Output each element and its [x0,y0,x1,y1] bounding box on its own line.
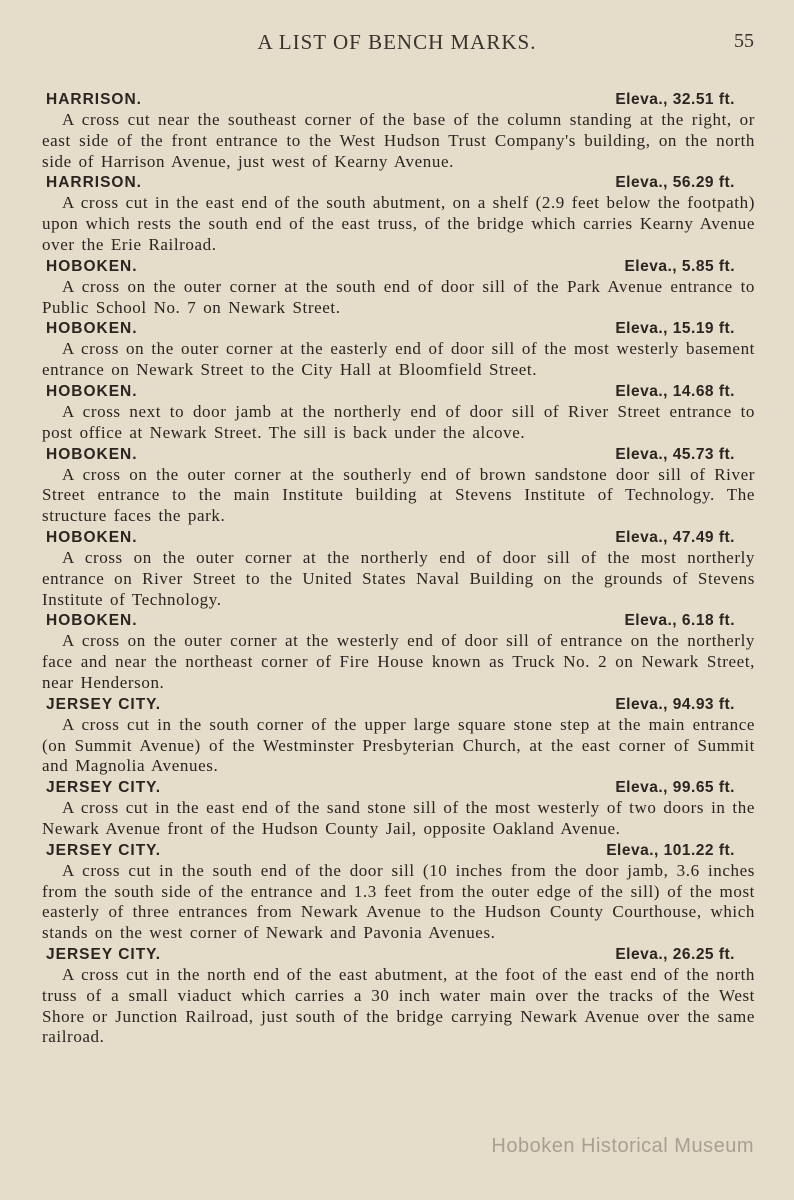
place-name: HOBOKEN. [46,612,138,630]
place-name: HOBOKEN. [46,528,138,546]
entry-description: A cross on the outer corner at the westerly end of door sill of entrance on the northerly face and near the northeast corner of Fire House known as Truck No. 2 on Newark Street, near Henderson. [42,631,755,692]
elevation-value: Eleva., 101.22 ft. [606,841,735,859]
entry-heading [42,319,755,339]
entry-heading [42,382,755,402]
entry-description: A cross cut in the south end of the door sill (10 inches from the door jamb, 3.6 inches from the south side of the entrance and 1.3 feet from the outer edge of the sill) of the most easterly of three entrances from Newark Avenue to the Hudson County Courthouse, which stands on the west corner of Newark and Pavonia Avenues. [42,860,755,943]
entry-description: A cross on the outer corner at the south end of door sill of the Park Avenue entrance to Public School No. 7 on Newark Street. [42,276,755,317]
entry-heading [42,173,755,193]
entry-heading [42,945,755,965]
entry-heading [42,90,755,110]
elevation-value: Eleva., 99.65 ft. [615,779,735,797]
bench-mark-entry [42,611,755,693]
entry-heading [42,611,755,631]
entry-heading [42,695,755,715]
elevation-value: Eleva., 32.51 ft. [615,91,735,108]
entry-description: A cross cut in the north end of the east abutment, at the foot of the east end of the north truss of a small viaduct which carries a 30 inch water main over the tracks of the West Shore or Junction Railroad, just south of the bridge carrying Newark Avenue over the same railroad. [42,964,755,1047]
place-name: HOBOKEN. [46,382,138,400]
page-number: 55 [734,30,754,52]
bench-mark-entry [42,841,755,944]
place-name: HARRISON. [46,91,142,108]
bench-mark-entry [42,528,755,610]
bench-mark-entry [42,257,755,319]
bench-mark-entry [42,319,755,381]
page-title: A LIST OF BENCH MARKS. [257,30,537,54]
entry-description: A cross on the outer corner at the easterly end of door sill of the most westerly basement entrance on Newark Street to the City Hall at Bloomfield Street. [42,339,755,380]
bench-mark-entry [42,382,755,444]
place-name: HARRISON. [46,174,142,192]
place-name: HOBOKEN. [46,445,138,463]
bench-mark-entry [42,778,755,840]
entry-heading [42,445,755,465]
entry-description: A cross on the outer corner at the southerly end of brown sandstone door sill of River Street entrance to the main Institute building at Stevens Institute of Technology. The structure faces the park. [42,464,755,526]
entry-heading [42,257,755,277]
bench-mark-entry [42,90,755,172]
elevation-value: Eleva., 5.85 ft. [624,257,735,275]
elevation-value: Eleva., 45.73 ft. [615,445,735,463]
page-header [0,30,794,60]
elevation-value: Eleva., 14.68 ft. [615,382,735,400]
elevation-value: Eleva., 94.93 ft. [615,695,735,713]
elevation-value: Eleva., 6.18 ft. [624,612,735,630]
entry-heading [42,841,755,861]
bench-mark-entry [42,695,755,777]
place-name: HOBOKEN. [46,257,138,275]
place-name: JERSEY CITY. [46,841,162,859]
entry-description: A cross cut in the east end of the sand stone sill of the most westerly of two doors in the Newark Avenue front of the Hudson County Jail, opposite Oakland Avenue. [42,798,755,838]
entry-heading [42,528,755,548]
elevation-value: Eleva., 56.29 ft. [615,174,735,192]
place-name: JERSEY CITY. [46,945,162,963]
place-name: HOBOKEN. [46,320,138,338]
bench-mark-list [42,90,755,1049]
place-name: JERSEY CITY. [46,779,162,797]
elevation-value: Eleva., 15.19 ft. [615,320,735,338]
entry-description: A cross cut near the southeast corner of the base of the column standing at the right, or east side of the front entrance to the West Hudson Trust Company's building, on the north side of Harrison Avenue, just west of Kearny Avenue. [42,110,755,171]
elevation-value: Eleva., 47.49 ft. [615,528,735,546]
museum-watermark: Hoboken Historical Museum [491,1135,754,1157]
bench-mark-entry [42,945,755,1048]
elevation-value: Eleva., 26.25 ft. [615,945,735,963]
entry-description: A cross next to door jamb at the northerly end of door sill of River Street entrance to post office at Newark Street. The sill is back under the alcove. [42,401,755,442]
entry-description: A cross on the outer corner at the northerly end of door sill of the most northerly entrance on River Street to the United States Naval Building on the grounds of Stevens Institute of Technology. [42,547,755,609]
bench-mark-entry [42,445,755,527]
entry-heading [42,778,755,798]
entry-description: A cross cut in the east end of the south abutment, on a shelf (2.9 feet below the footpath) upon which rests the south end of the east truss, of the bridge which carries Kearny Avenue over the Erie Railroad. [42,193,755,254]
place-name: JERSEY CITY. [46,695,162,713]
bench-mark-entry [42,173,755,255]
entry-description: A cross cut in the south corner of the upper large square stone step at the main entrance (on Summit Avenue) of the Westminster Presbyterian Church, at the east corner of Summit and Magnolia Avenues. [42,714,755,776]
